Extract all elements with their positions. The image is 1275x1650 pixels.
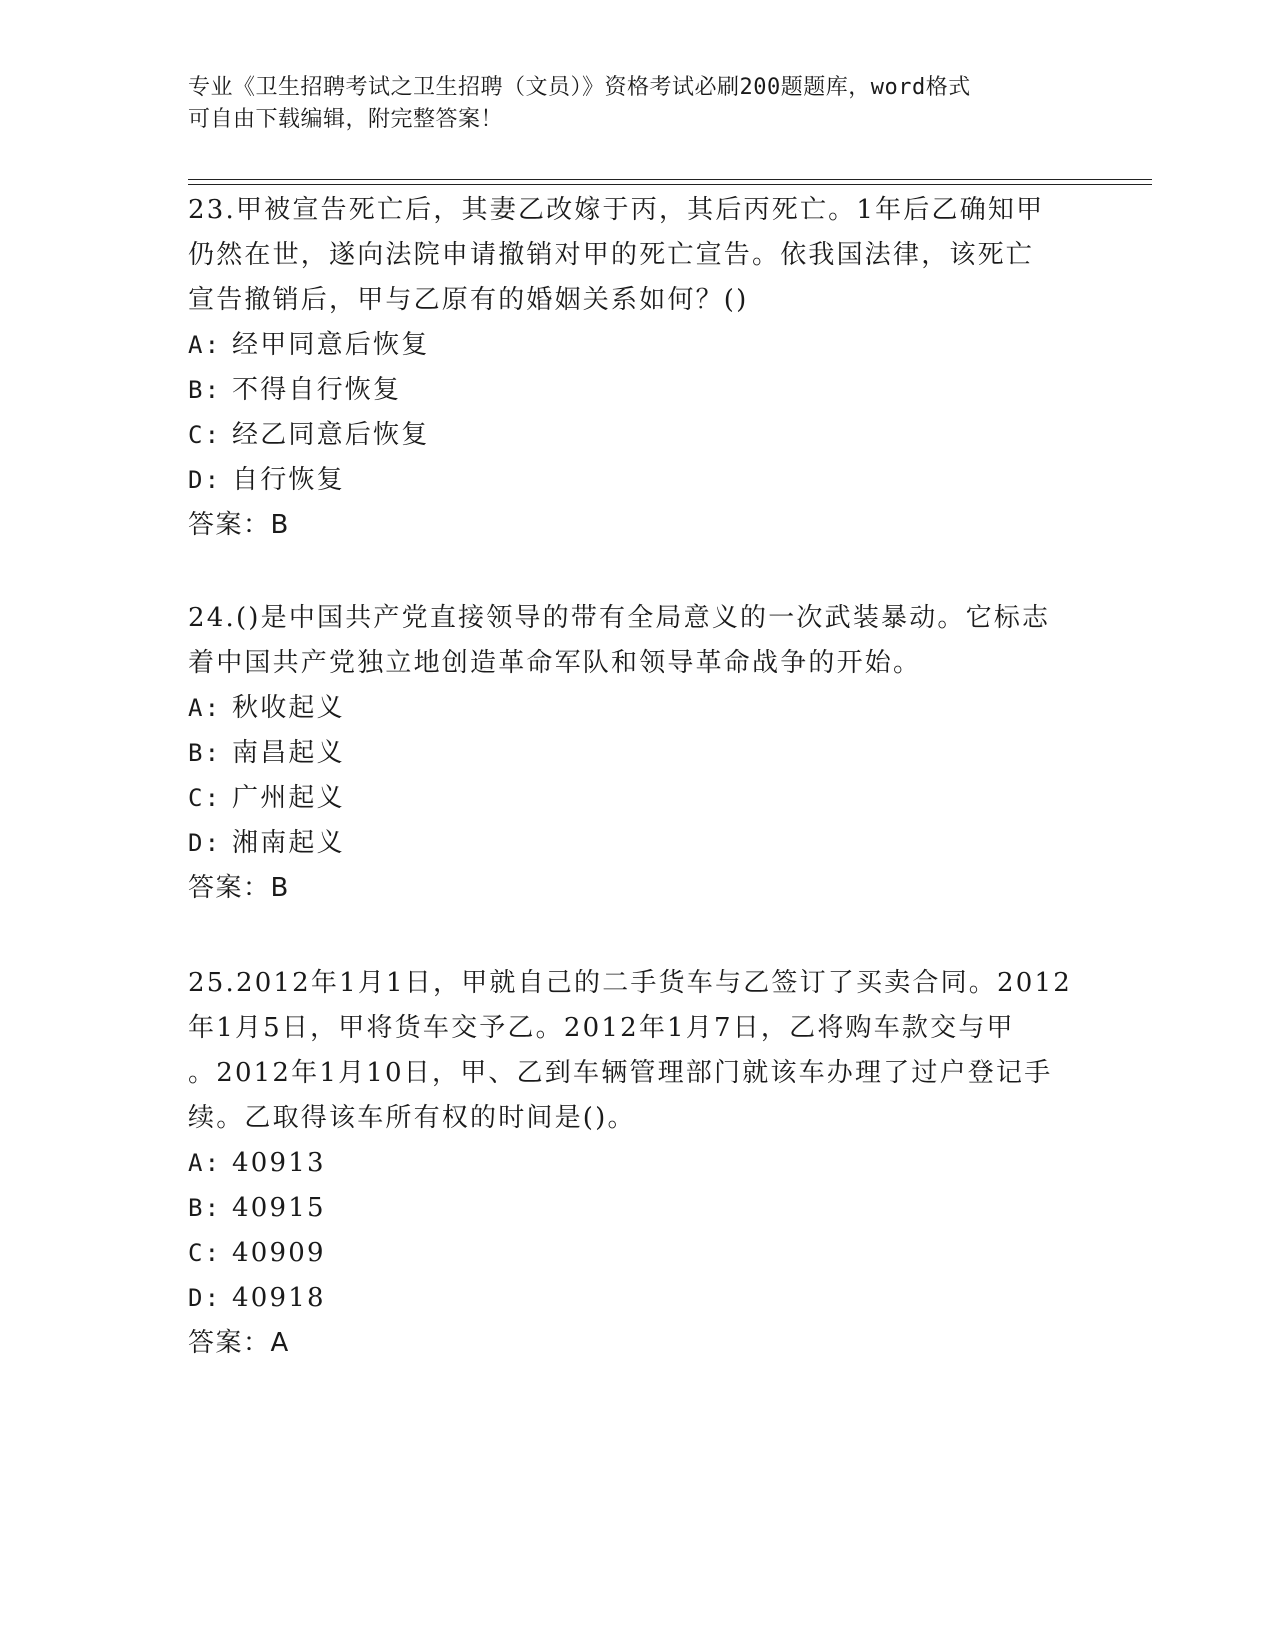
answer-line: 答案：B xyxy=(188,510,290,540)
question-text-line: 。2012年1月10日，甲、乙到车辆管理部门就该车办理了过户登记手 xyxy=(188,1058,1053,1088)
option-text: 秋收起义 xyxy=(232,693,345,723)
question-text-line: 25.2012年1月1日，甲就自己的二手货车与乙签订了买卖合同。2012 xyxy=(188,968,1072,998)
option-letter: C: xyxy=(188,1239,222,1267)
option-text: 湘南起义 xyxy=(232,828,345,858)
option-b xyxy=(188,368,1088,413)
option-a xyxy=(188,686,1088,731)
option-b xyxy=(188,731,1088,776)
question-text-line: 着中国共产党独立地创造革命军队和领导革命战争的开始。 xyxy=(188,648,922,678)
option-letter: C: xyxy=(188,421,222,449)
option-letter: A: xyxy=(188,331,222,359)
option-b xyxy=(188,1186,1088,1231)
option-text: 40918 xyxy=(232,1283,326,1313)
option-letter: D: xyxy=(188,829,222,857)
header-divider-bottom xyxy=(188,184,1152,185)
option-text: 经甲同意后恢复 xyxy=(232,330,430,360)
header-divider-top xyxy=(188,179,1152,180)
question-text-line: 宣告撤销后，甲与乙原有的婚姻关系如何？() xyxy=(188,285,749,315)
answer-line: 答案：A xyxy=(188,1328,290,1358)
option-c xyxy=(188,776,1088,821)
question-text-line: 23.甲被宣告死亡后，其妻乙改嫁于丙，其后丙死亡。1年后乙确知甲 xyxy=(188,195,1045,225)
answer-line: 答案：B xyxy=(188,873,290,903)
option-text: 经乙同意后恢复 xyxy=(232,420,430,450)
option-c xyxy=(188,1231,1088,1276)
option-text: 40909 xyxy=(232,1238,326,1268)
option-letter: D: xyxy=(188,1284,222,1312)
question-text-line: 24.()是中国共产党直接领导的带有全局意义的一次武装暴动。它标志 xyxy=(188,603,1051,633)
document-header xyxy=(188,72,1088,136)
header-line-2: 可自由下载编辑，附完整答案！ xyxy=(188,107,504,132)
option-c xyxy=(188,413,1088,458)
option-a xyxy=(188,1141,1088,1186)
option-a xyxy=(188,323,1088,368)
option-text: 自行恢复 xyxy=(232,465,345,495)
option-letter: D: xyxy=(188,466,222,494)
option-d xyxy=(188,458,1088,503)
option-letter: A: xyxy=(188,694,222,722)
option-d xyxy=(188,1276,1088,1321)
option-text: 广州起义 xyxy=(232,783,345,813)
option-letter: A: xyxy=(188,1149,222,1177)
option-letter: B: xyxy=(188,739,222,767)
header-line-1: 专业《卫生招聘考试之卫生招聘（文员）》资格考试必刷200题题库，word格式 xyxy=(188,75,971,100)
question-24 xyxy=(188,596,1088,911)
question-text-line: 仍然在世，遂向法院申请撤销对甲的死亡宣告。依我国法律，该死亡 xyxy=(188,240,1035,270)
option-text: 南昌起义 xyxy=(232,738,345,768)
question-23 xyxy=(188,188,1088,548)
question-text-line: 续。乙取得该车所有权的时间是()。 xyxy=(188,1103,636,1133)
option-d xyxy=(188,821,1088,866)
question-25 xyxy=(188,961,1088,1366)
option-letter: C: xyxy=(188,784,222,812)
option-text: 不得自行恢复 xyxy=(232,375,402,405)
option-letter: B: xyxy=(188,376,222,404)
question-text-line: 年1月5日，甲将货车交予乙。2012年1月7日，乙将购车款交与甲 xyxy=(188,1013,1015,1043)
option-text: 40913 xyxy=(232,1148,326,1178)
option-letter: B: xyxy=(188,1194,222,1222)
option-text: 40915 xyxy=(232,1193,326,1223)
